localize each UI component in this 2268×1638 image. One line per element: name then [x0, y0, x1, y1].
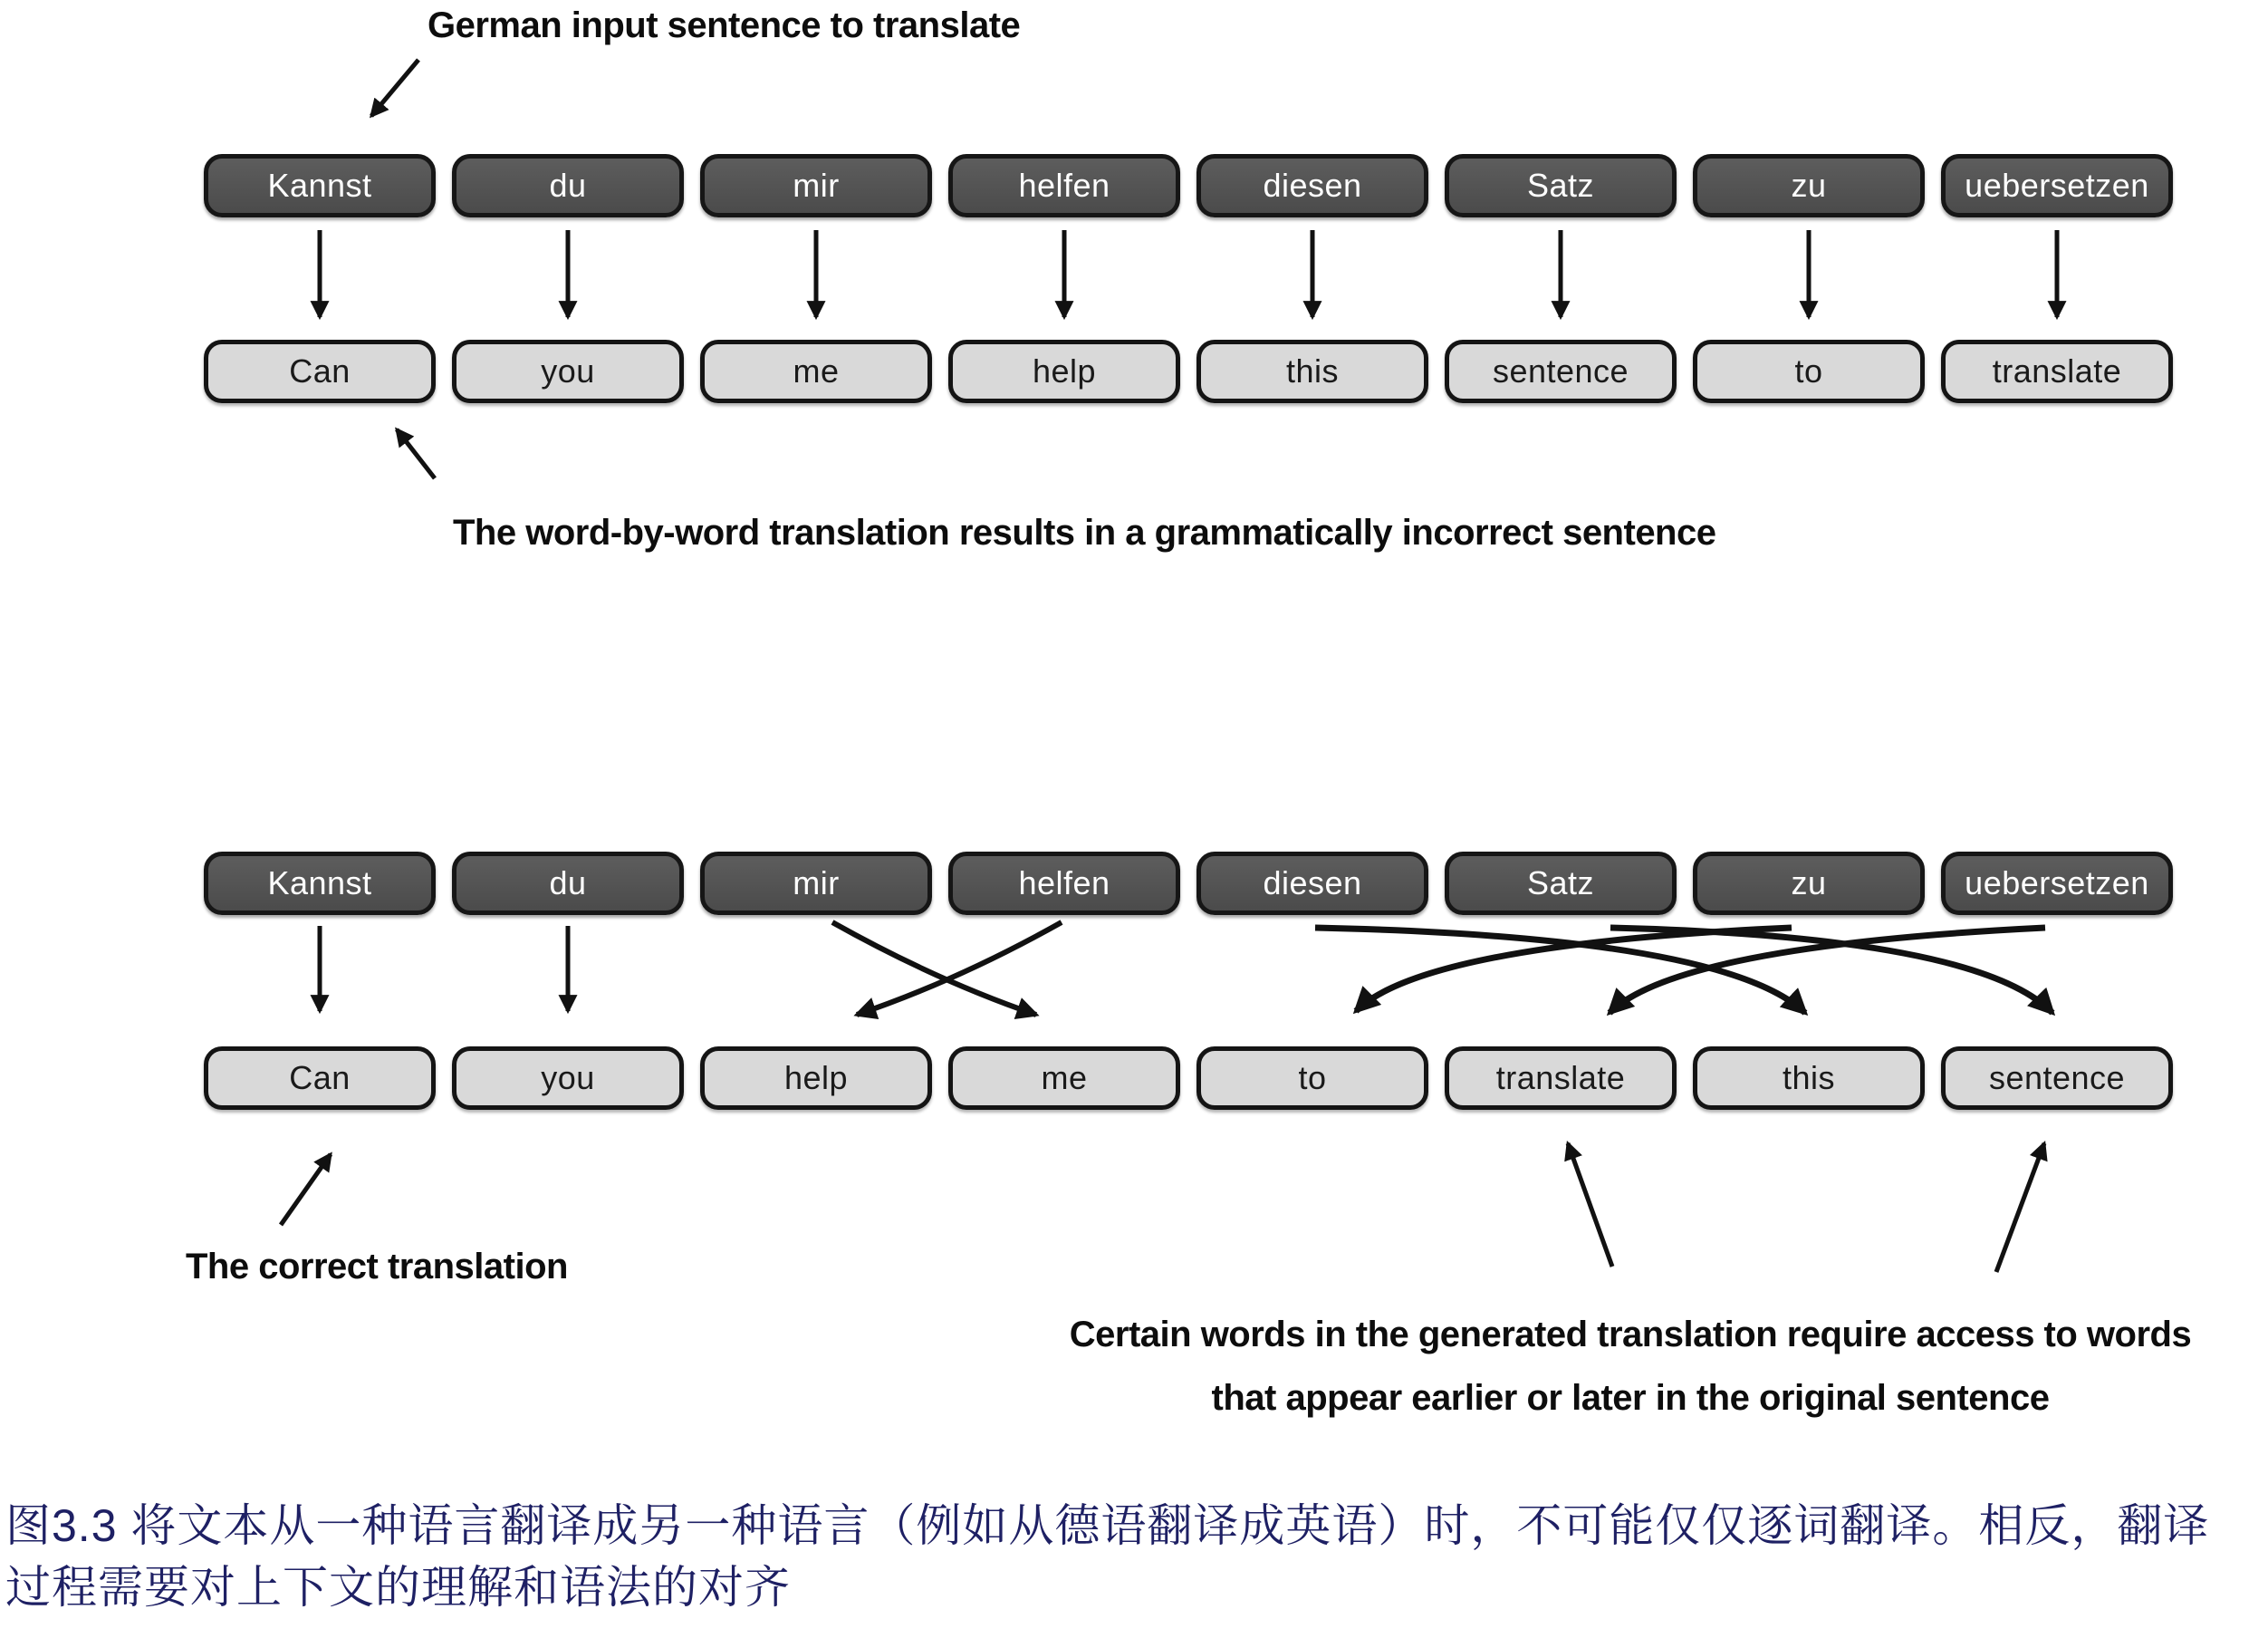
top-english-row	[204, 340, 2173, 403]
word-box-english: me	[700, 340, 932, 403]
annotation-context-line1: Certain words in the generated translation require access to words	[1069, 1315, 2192, 1354]
figure-caption-line1: 图3.3 将文本从一种语言翻译成另一种语言（例如从德语翻译成英语）时，不可能仅仅逐词翻译。相反，翻译	[5, 1500, 2210, 1551]
word-box-german: diesen	[1196, 852, 1428, 915]
arrow-bottom-satz-sentence	[1610, 928, 2052, 1013]
arrow-bottom-diesen-this	[1315, 928, 1805, 1013]
word-box-english: to	[1196, 1046, 1428, 1110]
word-box-german: diesen	[1196, 154, 1428, 217]
word-box-german: Kannst	[204, 852, 436, 915]
word-box-german: zu	[1693, 154, 1925, 217]
word-box-english: to	[1693, 340, 1925, 403]
word-box-english: sentence	[1941, 1046, 2173, 1110]
arrow-note-word-by-word	[397, 429, 435, 478]
word-box-english: help	[948, 340, 1180, 403]
arrow-note-correct-translation	[281, 1154, 331, 1225]
arrow-note-context-sentence	[1996, 1143, 2044, 1272]
annotation-correct-translation: The correct translation	[186, 1247, 568, 1286]
annotation-context-access	[996, 1303, 2264, 1430]
word-box-english: help	[700, 1046, 932, 1110]
arrow-bottom-uebersetzen-translate	[1610, 928, 2045, 1013]
word-box-german: helfen	[948, 154, 1180, 217]
word-box-german: Satz	[1445, 154, 1677, 217]
word-box-english: this	[1693, 1046, 1925, 1110]
word-box-english: this	[1196, 340, 1428, 403]
word-box-german: uebersetzen	[1941, 852, 2173, 915]
word-box-german: helfen	[948, 852, 1180, 915]
bottom-german-row	[204, 852, 2173, 915]
word-box-german: mir	[700, 852, 932, 915]
word-box-german: du	[452, 852, 684, 915]
word-box-english: you	[452, 340, 684, 403]
annotation-context-line2: that appear earlier or later in the original sentence	[1211, 1378, 2050, 1418]
word-box-english: you	[452, 1046, 684, 1110]
word-box-english: translate	[1941, 340, 2173, 403]
arrow-bottom-helfen-help	[857, 922, 1062, 1015]
arrow-bottom-mir-me	[832, 922, 1036, 1015]
annotation-german-input: German input sentence to translate	[428, 5, 1021, 45]
word-box-german: uebersetzen	[1941, 154, 2173, 217]
word-box-german: du	[452, 154, 684, 217]
top-german-row	[204, 154, 2173, 217]
arrow-note-german-input	[371, 60, 418, 116]
word-box-german: mir	[700, 154, 932, 217]
figure-caption	[5, 1495, 2266, 1618]
word-box-english: sentence	[1445, 340, 1677, 403]
word-box-english: translate	[1445, 1046, 1677, 1110]
arrow-bottom-zu-to	[1356, 928, 1792, 1011]
word-box-english: Can	[204, 340, 436, 403]
arrow-note-context-translate	[1568, 1143, 1612, 1267]
word-box-english: me	[948, 1046, 1180, 1110]
word-box-german: Kannst	[204, 154, 436, 217]
word-box-german: zu	[1693, 852, 1925, 915]
word-box-german: Satz	[1445, 852, 1677, 915]
annotation-word-by-word: The word-by-word translation results in a grammatically incorrect sentence	[453, 513, 1716, 553]
bottom-english-row	[204, 1046, 2173, 1110]
figure-caption-line2: 过程需要对上下文的理解和语法的对齐	[5, 1562, 791, 1613]
word-box-english: Can	[204, 1046, 436, 1110]
